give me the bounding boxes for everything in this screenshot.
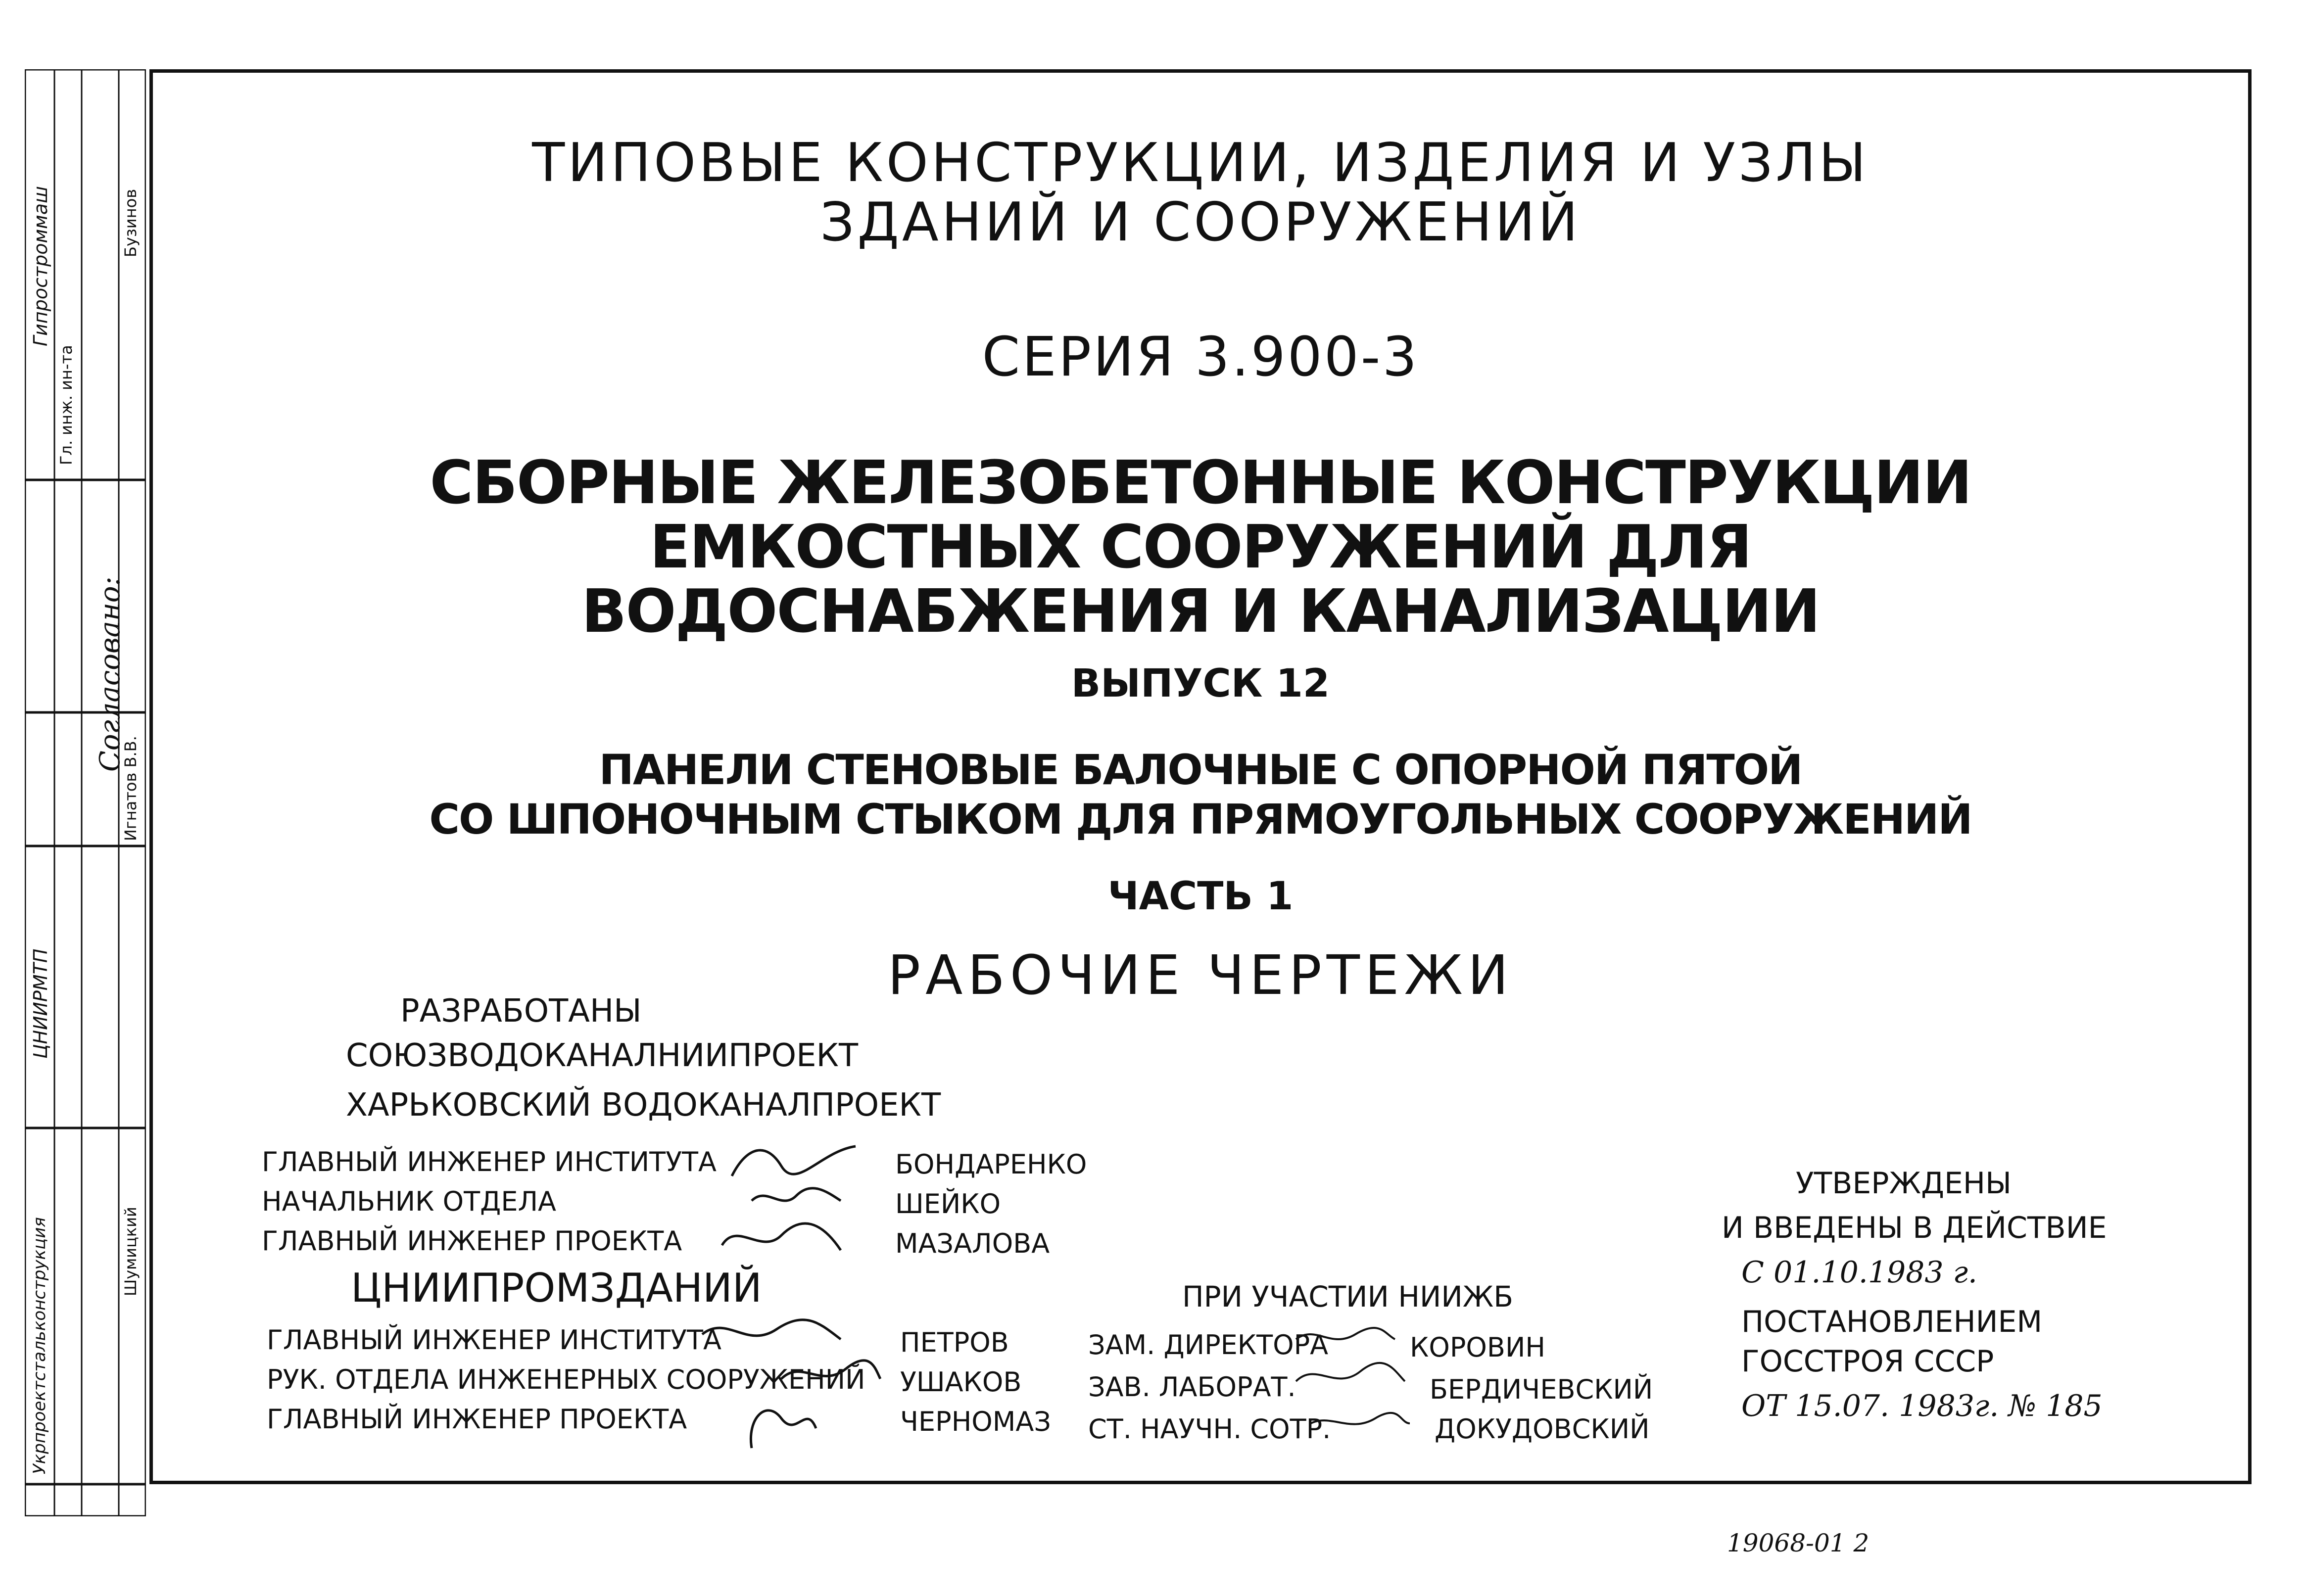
side-org-b: ЦНИИРМТП [30, 948, 51, 1059]
header-line-1: ТИПОВЫЕ КОНСТРУКЦИИ, ИЗДЕЛИЯ И УЗЛЫ [532, 132, 1869, 194]
approval-line-6: ОТ 15.07. 1983г. № 185 [1741, 1389, 2103, 1423]
approval-line-5: ГОССТРОЯ СССР [1741, 1344, 1994, 1379]
participation-signature-1 [1291, 1324, 1400, 1361]
org3-name: ЦНИИПРОМЗДАНИЙ [351, 1265, 762, 1311]
staff2-role-1: ГЛАВНЫЙ ИНЖЕНЕР ИНСТИТУТА [267, 1324, 721, 1356]
participation-name-1: КОРОВИН [1410, 1332, 1545, 1363]
side-org-b-name-1: Игнатов В.В. [121, 736, 140, 841]
approval-line-3: С 01.10.1983 г. [1741, 1255, 1977, 1290]
staff2-name-3: ЧЕРНОМАЗ [900, 1406, 1051, 1437]
side-org-c: Укрпроектстальконструкция [30, 1217, 49, 1474]
participation-role-2: ЗАВ. ЛАБОРАТ. [1088, 1371, 1296, 1403]
signature-mark-2 [747, 1181, 846, 1216]
staff2-signature-3 [737, 1389, 826, 1459]
side-org-a-name-1: Бузинов [121, 188, 140, 257]
signature-mark-8 [1291, 1361, 1410, 1396]
staff2-name-1: ПЕТРОВ [900, 1327, 1009, 1358]
staff1-name-1: БОНДАРЕНКО [895, 1149, 1087, 1180]
approval-line-1: УТВЕРЖДЕНЫ [1796, 1166, 2012, 1201]
staff2-role-3: ГЛАВНЫЙ ИНЖЕНЕР ПРОЕКТА [267, 1404, 687, 1435]
title-sheet-frame [149, 69, 2252, 1484]
part-number: ЧАСТЬ 1 [1107, 874, 1294, 919]
main-title-line-2: ЕМКОСТНЫХ СООРУЖЕНИЙ ДЛЯ [650, 513, 1751, 582]
participation-role-3: СТ. НАУЧН. СОТР. [1088, 1413, 1331, 1445]
issue-number: ВЫПУСК 12 [1071, 661, 1330, 706]
developers-heading: РАЗРАБОТАНЫ [400, 993, 642, 1030]
subtitle-line-1: ПАНЕЛИ СТЕНОВЫЕ БАЛОЧНЫЕ С ОПОРНОЙ ПЯТОЙ [599, 746, 1802, 794]
subtitle-line-2: СО ШПОНОЧНЫМ СТЫКОМ ДЛЯ ПРЯМОУГОЛЬНЫХ СООРУЖЕНИЙ [429, 795, 1972, 844]
signature-mark-6 [737, 1389, 826, 1453]
header-line-2: ЗДАНИЙ И СООРУЖЕНИЙ [820, 191, 1581, 253]
staff1-role-2: НАЧАЛЬНИК ОТДЕЛА [262, 1186, 557, 1217]
participation-name-2: БЕРДИЧЕВСКИЙ [1430, 1374, 1653, 1405]
signature-mark-9 [1306, 1408, 1415, 1438]
participation-heading: ПРИ УЧАСТИИ НИИЖБ [1182, 1280, 1513, 1314]
developer-org-1: СОЮЗВОДОКАНАЛНИИПРОЕКТ [346, 1037, 859, 1074]
approval-line-4: ПОСТАНОВЛЕНИЕМ [1741, 1305, 2043, 1339]
approval-side-strip [25, 69, 146, 1516]
participation-signature-2 [1291, 1361, 1410, 1403]
series-title: СЕРИЯ 3.900-3 [982, 325, 1419, 388]
document-number: 19068-01 2 [1727, 1529, 1870, 1557]
participation-signature-3 [1306, 1408, 1415, 1445]
staff1-name-2: ШЕЙКО [895, 1188, 1001, 1220]
staff2-name-2: УШАКОВ [900, 1366, 1022, 1398]
staff1-role-1: ГЛАВНЫЙ ИНЖЕНЕР ИНСТИТУТА [262, 1146, 717, 1177]
side-agreed-label: Согласовано: [94, 576, 126, 772]
signature-mark-3 [717, 1216, 846, 1260]
developer-org-2: ХАРЬКОВСКИЙ ВОДОКАНАЛПРОЕКТ [346, 1087, 941, 1124]
participation-name-3: ДОКУДОВСКИЙ [1435, 1413, 1650, 1445]
signature-mark-4 [697, 1314, 846, 1354]
staff2-role-2: РУК. ОТДЕЛА ИНЖЕНЕРНЫХ СООРУЖЕНИЙ [267, 1364, 865, 1395]
signature-mark-1 [727, 1136, 865, 1186]
staff1-role-3: ГЛАВНЫЙ ИНЖЕНЕР ПРОЕКТА [262, 1225, 682, 1257]
side-org-a: Гипростроммаш [30, 186, 51, 346]
staff1-name-3: МАЗАЛОВА [895, 1228, 1050, 1259]
approval-line-2: И ВВЕДЕНЫ В ДЕЙСТВИЕ [1722, 1211, 2107, 1245]
signature-mark-5 [776, 1354, 885, 1394]
participation-role-1: ЗАМ. ДИРЕКТОРА [1088, 1329, 1329, 1361]
side-org-c-name-1: Шумицкий [121, 1207, 140, 1296]
staff1-signature-3 [717, 1216, 846, 1267]
main-title-line-1: СБОРНЫЕ ЖЕЛЕЗОБЕТОННЫЕ КОНСТРУКЦИИ [430, 449, 1971, 517]
signature-mark-7 [1291, 1324, 1400, 1354]
document-type: РАБОЧИЕ ЧЕРТЕЖИ [887, 943, 1514, 1007]
side-org-a-role-1: Гл. инж. ин-та [57, 345, 76, 465]
main-title-line-3: ВОДОСНАБЖЕНИЯ И КАНАЛИЗАЦИИ [581, 577, 1820, 646]
